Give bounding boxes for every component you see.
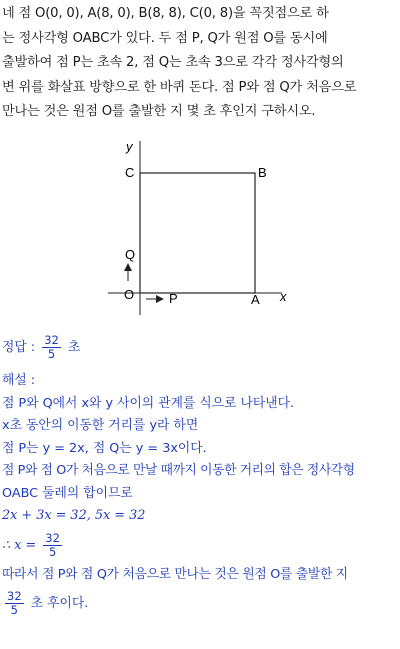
answer-fraction: [42, 334, 61, 361]
equation-line: 2x + 3x = 32, 5x = 32: [2, 508, 146, 523]
result-prefix: ∴ x =: [2, 537, 37, 553]
problem-line-5: 만나는 것은 원점 O를 출발한 지 몇 초 후인지 구하시오.: [2, 104, 316, 119]
problem-text: [2, 2, 398, 125]
point-p-label: P: [169, 291, 178, 306]
problem-line-1: 네 점 O(0, 0), A(8, 0), B(8, 8), C(0, 8)을 꼭짓점으로 하: [2, 6, 329, 21]
point-c-label: C: [125, 165, 135, 180]
square-oabc: [140, 173, 255, 293]
conclusion-suffix: 초 후이다.: [30, 596, 89, 611]
explanation-line-1: 점 P와 Q에서 x와 y 사이의 관계를 식으로 나타낸다.: [2, 395, 295, 411]
explanation-line-2: x초 동안의 이동한 거리를 y라 하면: [2, 418, 199, 433]
point-o-label: O: [124, 287, 135, 302]
explanation-line-5: OABC 둘레의 합이므로: [2, 485, 133, 501]
conclusion-line: 따라서 점 P와 점 Q가 처음으로 만나는 것은 원점 O를 출발한 지: [2, 566, 348, 582]
square-figure: [100, 133, 300, 323]
answer-numerator: 32: [44, 333, 59, 347]
conclusion-fraction: [5, 590, 24, 617]
answer-unit: 초: [67, 340, 81, 355]
problem-line-3: 출발하여 점 P는 초속 2, 점 Q는 초속 3으로 각각 정사각형의: [2, 55, 344, 70]
point-a-label: A: [251, 292, 260, 307]
conclusion-denominator: 5: [10, 603, 18, 617]
explanation-line-3: 점 P는 y = 2x, 점 Q는 y = 3x이다.: [2, 440, 207, 456]
explanation-block: [2, 370, 398, 622]
y-axis-label: y: [126, 139, 133, 154]
result-line: [2, 528, 398, 564]
problem-line-4: 변 위를 화살표 방향으로 한 바퀴 돈다. 점 P와 점 Q가 처음으로: [2, 79, 357, 95]
problem-line-2: 는 정사각형 OABC가 있다. 두 점 P, Q가 원점 O를 동시에: [2, 30, 328, 46]
result-fraction: [43, 532, 62, 559]
result-denominator: 5: [48, 544, 57, 559]
result-numerator: 32: [45, 530, 60, 545]
answer-denominator: 5: [47, 347, 56, 361]
square-diagram: [100, 133, 300, 323]
point-b-label: B: [258, 165, 267, 180]
answer-block: [2, 328, 398, 368]
conclusion-final: [2, 586, 398, 622]
explanation-label: 해설 :: [2, 373, 36, 388]
explanation-line-4: 점 P와 점 O가 처음으로 만날 때까지 이동한 거리의 합은 정사각형: [2, 463, 355, 478]
conclusion-numerator: 32: [7, 589, 22, 603]
point-q-label: Q: [125, 247, 136, 262]
answer-label: 정답 :: [2, 340, 36, 355]
x-axis-label: x: [280, 289, 287, 304]
